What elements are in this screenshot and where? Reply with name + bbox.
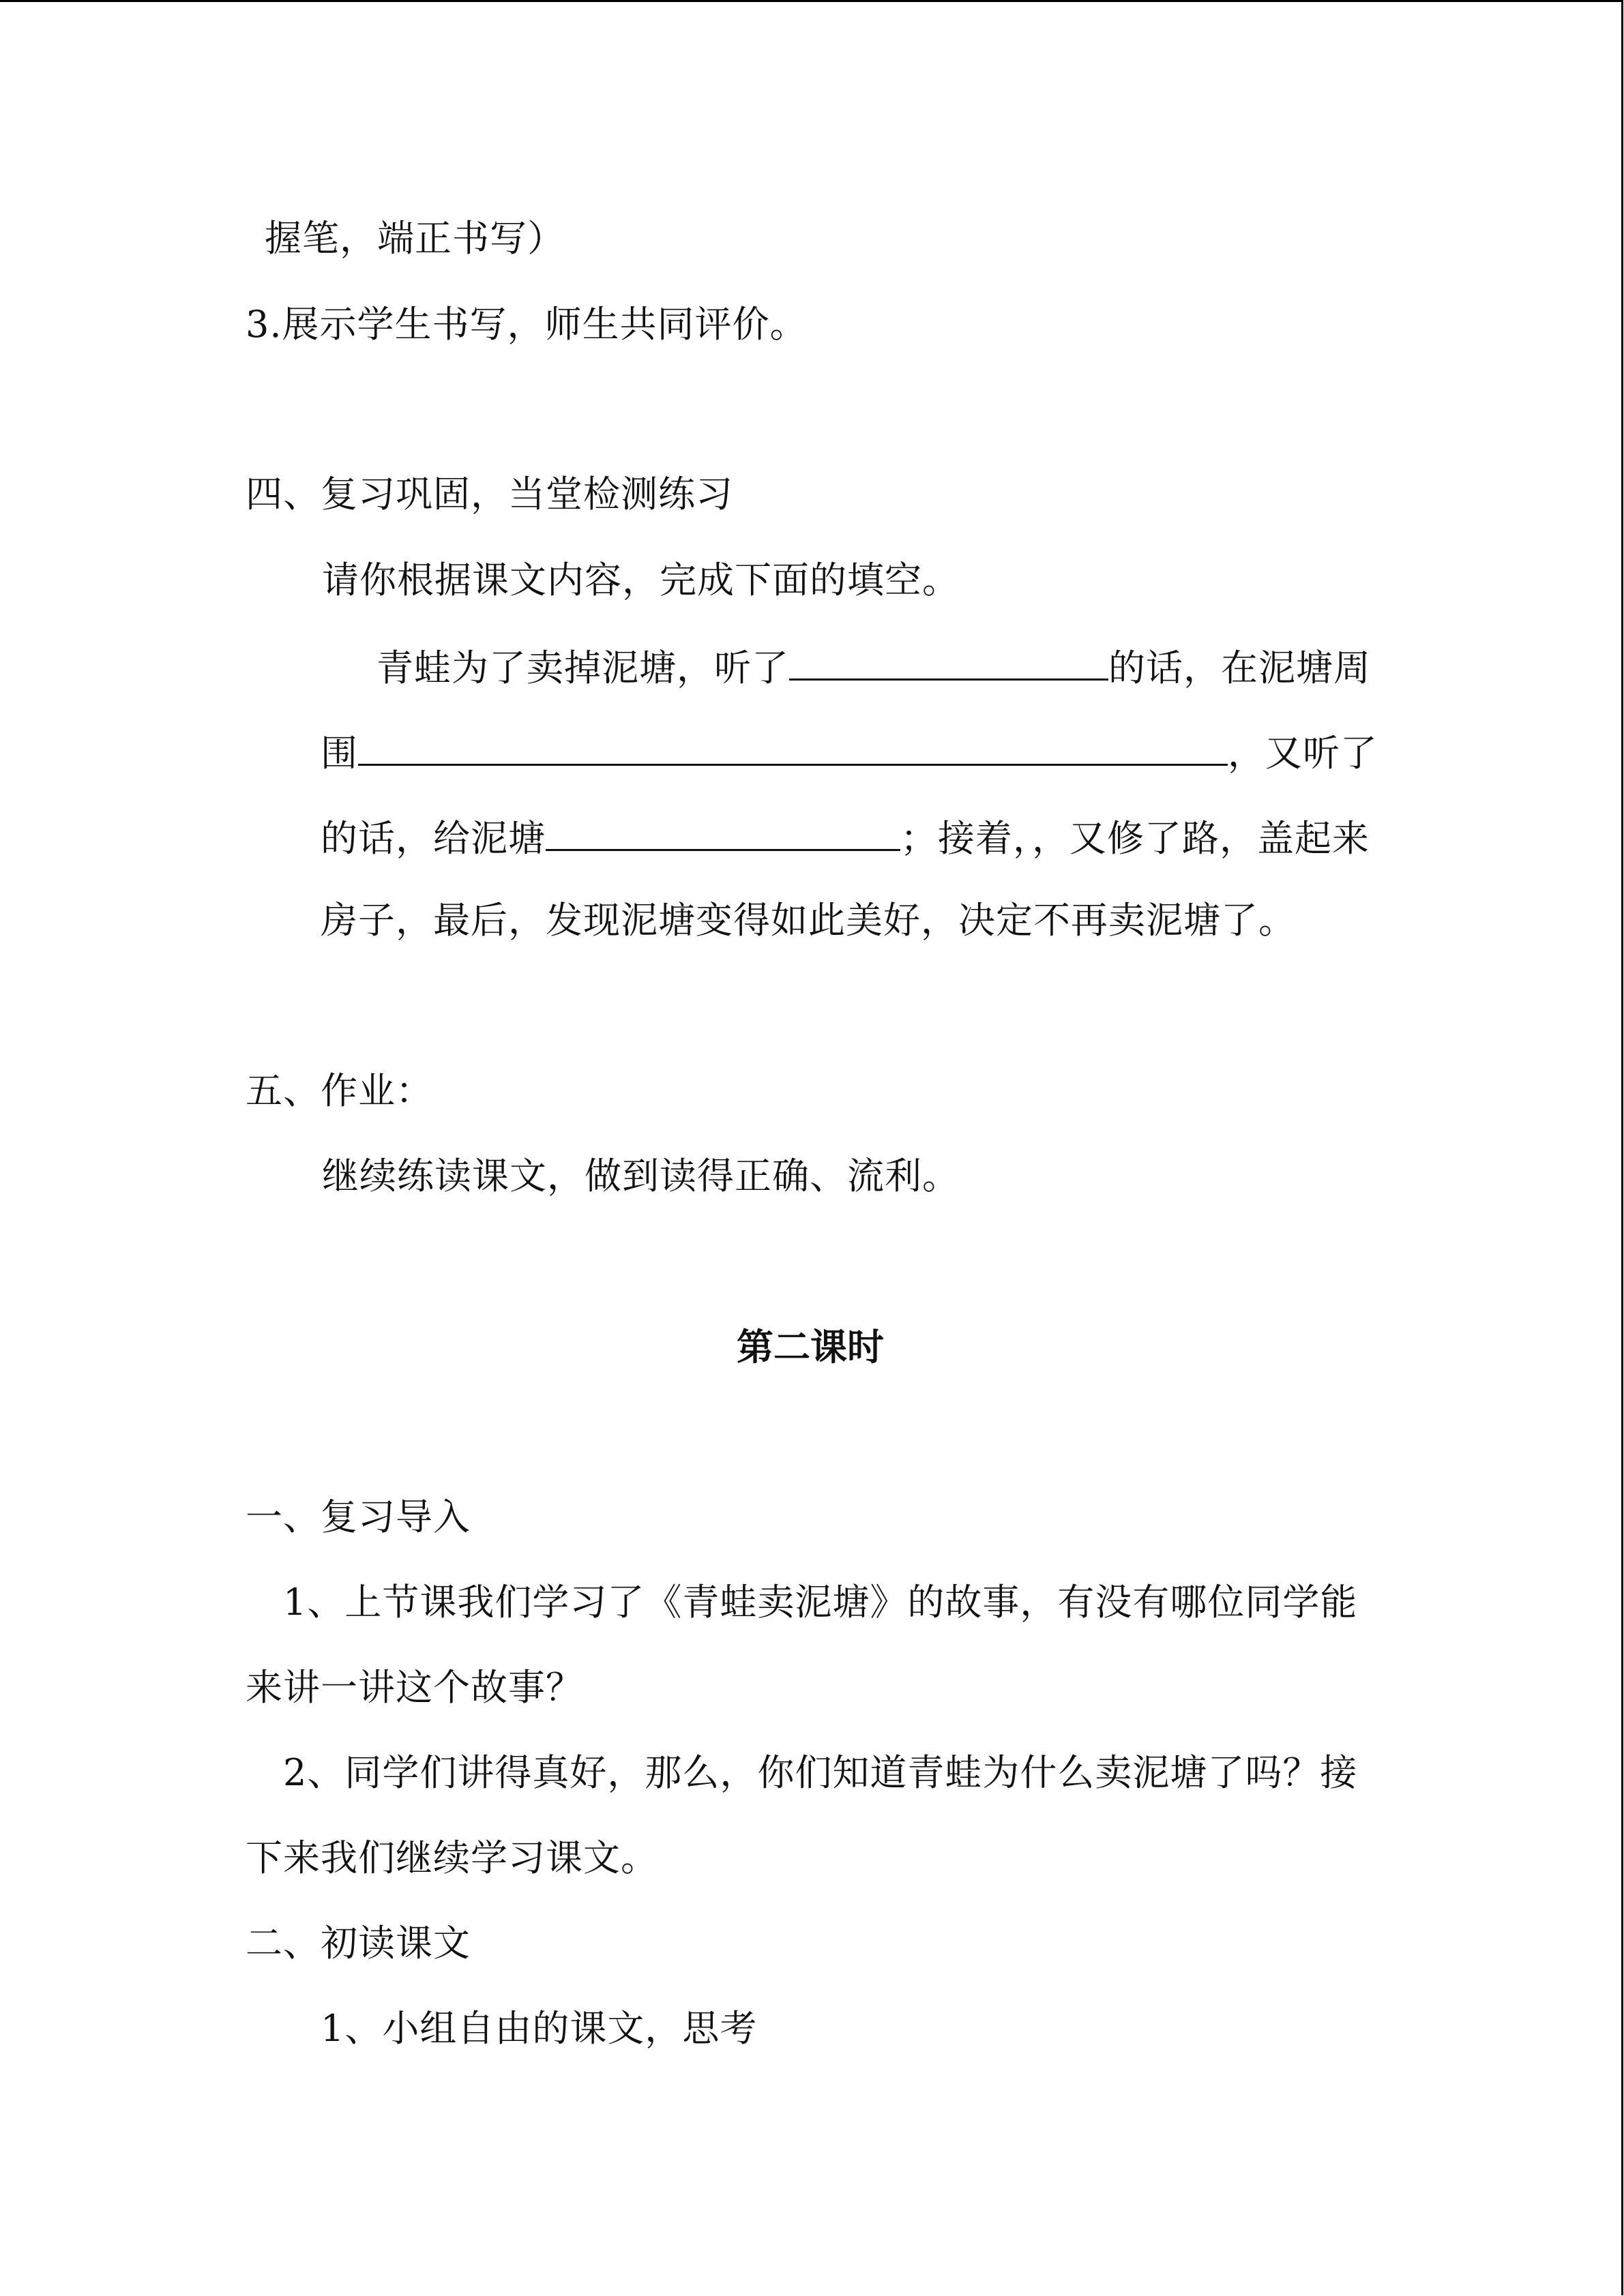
blank-answer-3[interactable] — [546, 814, 900, 851]
text-line-item-2: 2、同学们讲得真好，那么，你们知道青蛙为什么卖泥塘了吗？接 — [283, 1751, 1358, 1794]
fill-text: 青蛙为了卖掉泥塘，听了 — [377, 646, 789, 689]
text-line-homework: 继续练读课文，做到读得正确、流利。 — [322, 1154, 960, 1197]
fill-text: 的话，在泥塘周 — [1108, 646, 1371, 689]
text-line-grip-pen: 握笔，端正书写） — [265, 217, 565, 260]
fill-text: ，又听了 — [1228, 732, 1378, 775]
text-line-item-2-cont: 下来我们继续学习课文。 — [246, 1836, 658, 1879]
text-line-fill-instruction: 请你根据课文内容，完成下面的填空。 — [322, 558, 960, 601]
text-line-group-reading: 1、小组自由的课文，思考 — [321, 2007, 758, 2050]
fill-blank-line-3 — [321, 814, 1370, 861]
section-heading-review-intro: 一、复习导入 — [246, 1495, 471, 1538]
fill-blank-line-4: 房子，最后，发现泥塘变得如此美好，决定不再卖泥塘了。 — [321, 899, 1296, 942]
text-line-item-1-cont: 来讲一讲这个故事？ — [246, 1666, 583, 1709]
section-heading-homework: 五、作业： — [246, 1069, 433, 1112]
fill-text: 的话，给泥塘 — [321, 817, 546, 860]
fill-blank-line-1 — [377, 643, 1371, 690]
text-line-show-writing: 3.展示学生书写，师生共同评价。 — [246, 303, 808, 346]
blank-answer-2[interactable] — [358, 728, 1228, 766]
section-heading-review: 四、复习巩固，当堂检测练习 — [246, 473, 733, 516]
section-heading-first-reading: 二、初读课文 — [246, 1922, 471, 1965]
blank-answer-1[interactable] — [789, 643, 1108, 681]
text-line-item-1: 1、上节课我们学习了《青蛙卖泥塘》的故事，有没有哪位同学能 — [283, 1581, 1358, 1624]
lesson-title-second-period: 第二课时 — [737, 1325, 884, 1369]
fill-text: 围 — [321, 732, 358, 775]
fill-blank-line-2 — [321, 728, 1378, 775]
fill-text: ；接着，，又修了路，盖起来 — [900, 817, 1370, 860]
